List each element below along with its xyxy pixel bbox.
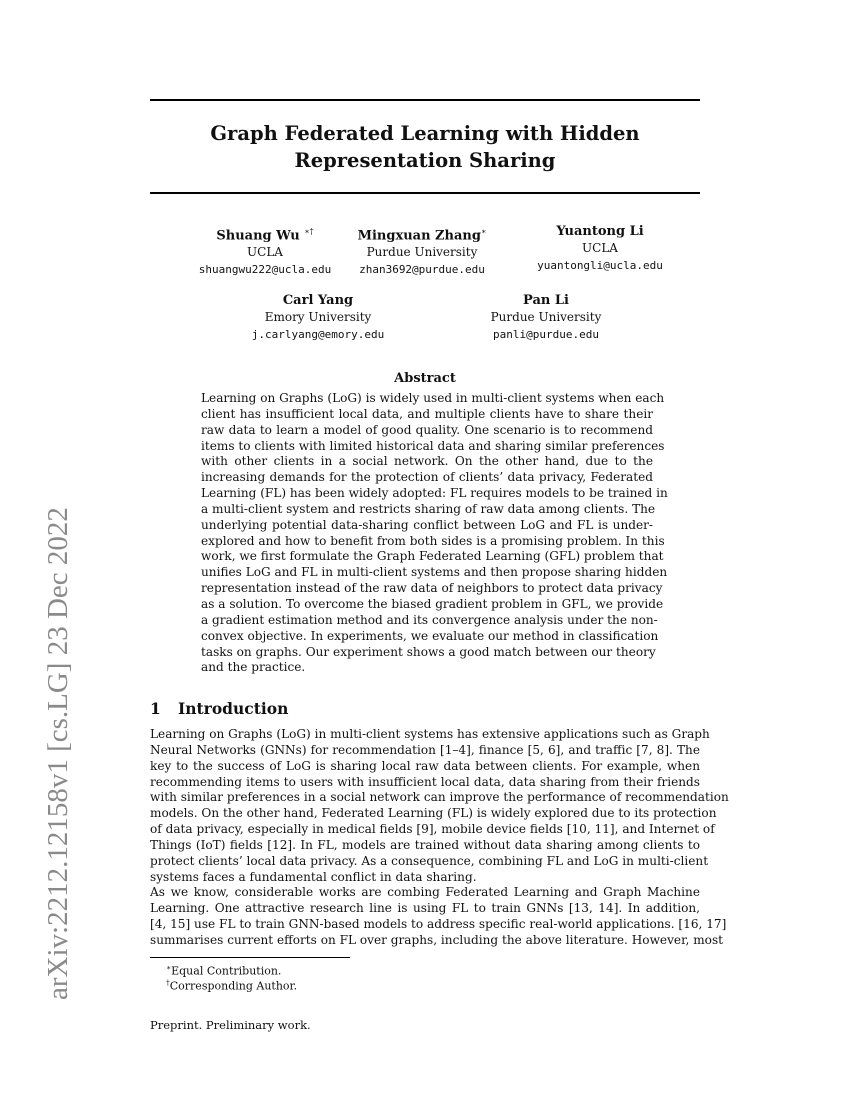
text-line: representation instead of the raw data of neighbors to protect data privacy: [201, 581, 663, 596]
author-affiliation: Purdue University: [490, 310, 602, 324]
title-line: Graph Federated Learning with Hidden: [210, 122, 640, 145]
author-email: j.carlyang@emory.edu: [251, 328, 385, 341]
footnote-text: Corresponding Author.: [169, 979, 298, 993]
text-line: a multi-client system and restricts sharing of raw data among clients. The: [201, 501, 656, 516]
text-line: models. On the other hand, Federated Learning (FL) is widely explored due to its protection: [150, 806, 717, 821]
text-line: recommending items to users with insufficient local data, data sharing from their friends: [150, 774, 700, 789]
text-line: [4, 15] use FL to train GNN-based models to address specific real-world applications. [16, 17]: [150, 916, 727, 931]
text-line: Learning on Graphs (LoG) is widely used in multi-client systems when each: [201, 391, 665, 405]
title-rule-top: [150, 99, 700, 101]
section-title: Introduction: [178, 699, 289, 718]
footnote-rule: [150, 957, 350, 958]
arxiv-identifier-stamp: arXiv:2212.12158v1 [cs.LG] 23 Dec 2022: [42, 507, 74, 1000]
author-block: [500, 223, 700, 274]
author-email: yuantongli@ucla.edu: [537, 259, 663, 272]
text-line: summarises current efforts on FL over graphs, including the above literature. However, most: [150, 932, 724, 947]
title-line: Representation Sharing: [294, 149, 556, 172]
intro-paragraph: [150, 885, 727, 948]
text-line: explored and how to benefit from both sides is a promising problem. In this: [201, 533, 665, 548]
text-line: as a solution. To overcome the biased gradient problem in GFL, we provide: [201, 596, 664, 611]
author-affiliation: Purdue University: [366, 245, 478, 260]
author-name: Shuang Wu: [216, 228, 300, 244]
author-name: Pan Li: [523, 293, 569, 308]
author-name: Yuantong Li: [556, 224, 644, 239]
text-line: tasks on graphs. Our experiment shows a good match between our theory: [201, 644, 656, 659]
text-line: protect clients’ local data privacy. As a consequence, combining FL and LoG in multi-client: [150, 853, 709, 868]
text-line: underlying potential data-sharing conflict between LoG and FL is under-: [201, 517, 653, 532]
text-line: with similar preferences in a social network can improve the performance of recommendation: [150, 790, 729, 805]
author-footnote-marks: ∗†: [304, 227, 314, 236]
text-line: a gradient estimation method and its convergence analysis under the non-: [201, 612, 658, 627]
author-block: [218, 292, 418, 343]
footnote-mark: ∗: [166, 963, 172, 972]
text-line: and the practice.: [201, 660, 306, 675]
text-line: items to clients with limited historical data and sharing similar preferences: [201, 438, 665, 453]
paper-title: [150, 120, 700, 174]
author-footnote-marks: ∗: [480, 227, 487, 236]
author-block: [446, 292, 646, 343]
text-line: Learning on Graphs (LoG) in multi-client systems has extensive applications such as Graph: [150, 727, 710, 741]
text-line: of data privacy, especially in medical fields [9], mobile device fields [10, 11], and Internet of: [150, 822, 715, 837]
author-email: shuangwu222@ucla.edu: [198, 263, 332, 277]
author-affiliation: Emory University: [264, 310, 372, 324]
text-line: increasing demands for the protection of clients’ data privacy, Federated: [201, 470, 653, 485]
text-line: Learning. One attractive research line is using FL to train GNNs [13, 14]. In addition,: [150, 900, 700, 915]
text-line: client has insufficient local data, and multiple clients have to share their: [201, 406, 653, 421]
author-affiliation: UCLA: [582, 241, 618, 255]
author-affiliation: UCLA: [247, 245, 283, 260]
text-line: convex objective. In experiments, we evaluate our method in classification: [201, 628, 659, 643]
text-line: Neural Networks (GNNs) for recommendation [1–4], finance [5, 6], and traffic [7, 8]. The: [150, 742, 700, 757]
section-heading: [150, 699, 288, 718]
footer-note: Preprint. Preliminary work.: [150, 1018, 311, 1032]
abstract-body: [201, 391, 668, 676]
text-line: with other clients in a social network. On the other hand, due to the: [201, 454, 653, 469]
title-rule-bottom: [150, 192, 700, 194]
author-email: zhan3692@purdue.edu: [359, 263, 485, 277]
text-line: Learning (FL) has been widely adopted: FL requires models to be trained in: [201, 486, 668, 501]
intro-paragraph: [150, 727, 729, 885]
author-name: Carl Yang: [282, 293, 354, 308]
footnote: [166, 976, 297, 994]
author-name: Mingxuan Zhang: [357, 228, 481, 244]
footnote-text: Equal Contribution.: [171, 964, 282, 978]
text-line: key to the success of LoG is sharing local raw data between clients. For example, when: [150, 758, 700, 773]
text-line: raw data to learn a model of good quality. One scenario is to recommend: [201, 422, 653, 437]
text-line: Things (IoT) fields [12]. In FL, models are trained without data sharing among clients to: [150, 837, 700, 852]
footnote-mark: †: [166, 978, 170, 987]
section-number: 1: [150, 699, 161, 718]
text-line: work, we first formulate the Graph Federated Learning (GFL) problem that: [201, 549, 664, 564]
text-line: systems faces a fundamental conflict in data sharing.: [150, 869, 477, 884]
abstract-heading: Abstract: [394, 371, 456, 386]
text-line: unifies LoG and FL in multi-client systems and then propose sharing hidden: [201, 565, 668, 580]
author-email: panli@purdue.edu: [493, 328, 599, 341]
author-block: [322, 223, 522, 278]
text-line: As we know, considerable works are combing Federated Learning and Graph Machine: [150, 885, 700, 899]
